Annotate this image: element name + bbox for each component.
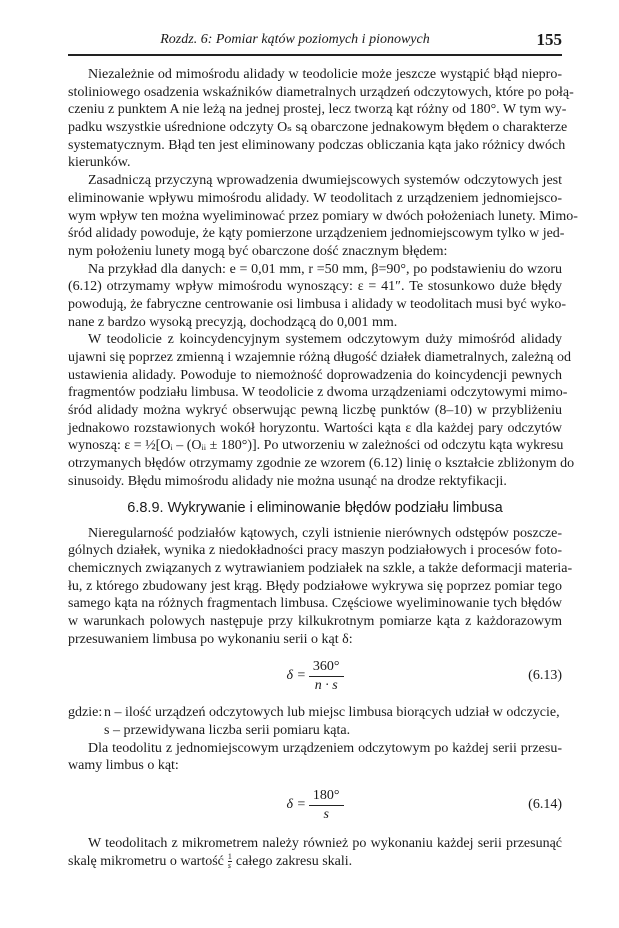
numerator: 180°: [309, 787, 344, 806]
eq-lhs: δ =: [286, 797, 306, 813]
text-line: nym położeniu lunety mogą być obarczone dość znacznym błędem:: [68, 243, 448, 259]
inline-fraction: [228, 853, 232, 870]
text-line: chemicznych związanych z wytrawianiem podziałek na szkle, a także deformacji materia-: [68, 560, 573, 576]
section-heading: 6.8.9. Wykrywanie i eliminowanie błędów podziału limbusa: [127, 499, 503, 516]
text-line: stoliniowego osadzenia wskaźników diametralnych urządzeń odczytowych, które po połą-: [68, 84, 574, 100]
paragraph-2: [68, 172, 578, 260]
header-rule: [68, 54, 562, 56]
where-label: gdzie:: [68, 705, 103, 721]
text-line: łu, z którego zbudowany jest krąg. Błędy podziałowe wykrywa się poprzez pomiar tego: [68, 578, 562, 594]
text-line: wamy limbus o kąt:: [68, 758, 179, 774]
text-line: W teodolicie z koincydencyjnym systemem odczytowym duży mimośród alidady: [88, 332, 562, 348]
text-line: sinusoidy. Błędu mimośrodu alidady nie można usunąć na drodze rektyfikacji.: [68, 473, 507, 489]
equation-6-14: [68, 775, 562, 835]
paragraph-1: [68, 66, 574, 172]
paragraph-5: [68, 525, 573, 649]
text-line: Nieregularność podziałów kątowych, czyli istnienie nierównych odstępów poszcze-: [88, 525, 562, 541]
definition-n: [68, 704, 562, 722]
text-line: (6.12) otrzymamy wpływ mimośrodu wynoszący: ε = 41″. Te stosunkowo duże błędy: [68, 279, 562, 295]
text-line: Zasadniczą przyczyną wprowadzenia dwumiejscowych systemów odczytowych jest: [88, 173, 562, 189]
page-number: 155: [536, 30, 562, 49]
definition-s: s – przewidywana liczba serii pomiaru kąta.: [104, 723, 351, 738]
equation-6-13: [68, 648, 562, 704]
text-line: Na przykład dla danych: e = 0,01 mm, r =50 mm, β=90°, po podstawieniu do wzoru: [88, 261, 562, 277]
equation-number: (6.14): [528, 797, 562, 813]
text-line: ujawni się poprzez zmienną i wzajemnie różną długość działek diametralnych, zależną od: [68, 350, 572, 365]
text-line: przesuwaniem limbusa po wykonaniu serii o kąt δ:: [68, 631, 353, 647]
definition-n-text: n – ilość urządzeń odczytowych lub miejsc limbusa biorących udział w odczycie,: [104, 705, 560, 721]
paragraph-6: [68, 740, 562, 775]
text-line: systematycznym. Błąd ten jest eliminowany podczas obliczania kąta jako różnicy dwóch: [68, 137, 566, 153]
text-line: powodują, że fabryczne centrowanie osi limbusa i alidady w teodolitach musi być wyko-: [68, 296, 567, 312]
text-line: Dla teodolitu z jednomiejscowym urządzeniem odczytowym po każdej serii przesu-: [88, 740, 562, 756]
text-line: gólnych działek, wynika z niedokładności pracy maszyn podziałowych i procesów foto-: [68, 543, 562, 559]
text-line: ustawienia alidady. Powoduje to niemożność doprowadzenia do koincydencji pewnych: [68, 367, 562, 383]
text-line: eliminowanie wpływu mimośrodu alidady. W teodolitach z urządzeniem jednomiejsco-: [68, 190, 562, 206]
text-line: samego kąta na różnych fragmentach limbusa. Częściowe wyeliminowanie tych błędów: [68, 596, 562, 612]
eq-lhs: δ =: [286, 668, 306, 684]
text-line: w warunkach polowych następuje przy kilkukrotnym pomiarze kąta z każdorazowym: [68, 613, 562, 629]
text-line: jednakowo rozstawionych wokół horyzontu. Wartości kąta ε dla każdej pary odczytów: [68, 420, 562, 436]
paragraph-7-line-1: W teodolitach z mikrometrem należy również po wykonaniu każdej serii przesunąć: [88, 836, 562, 852]
fraction: [309, 658, 344, 695]
text-line: Niezależnie od mimośrodu alidady w teodolicie może jeszcze wystąpić błąd niepro-: [88, 67, 562, 82]
text-line: nane z bardzo wysoką precyzją, dochodzącą do 0,001 mm.: [68, 314, 398, 330]
text-line: padku wszystkie uśrednione odczyty Oₛ są obarczone jednakowym błędem o charakterze: [68, 120, 568, 136]
text-line: śród alidady powoduje, że kąty pomierzone urządzeniem jednomiejscowym tylko w jed-: [68, 226, 565, 242]
numerator: 360°: [309, 658, 344, 677]
denominator: n · s: [314, 677, 338, 693]
text-line: otrzymanych błędów otrzymamy zgodnie ze wzorem (6.12) linię o kształcie zbliżonym do: [68, 456, 575, 472]
text: skalę mikrometru o wartość: [68, 853, 224, 869]
chapter-title: Rozdz. 6: Pomiar kątów poziomych i pionowych: [160, 32, 430, 47]
text-line: wym wpływ ten można wyeliminować przez pomiary w dwóch położeniach lunety. Mimo-: [68, 208, 578, 224]
text-line: wynoszą: ε = ½[Oᵢ – (Oᵢᵢ ± 180°)]. Po utworzeniu w zależności od odczytu kąta wykresu: [68, 438, 564, 454]
frac-den: s: [227, 861, 232, 871]
text-line: śród alidady można wykryć obserwując pewną liczbę punktów (8–10) w przybliżeniu: [68, 403, 562, 419]
equation-number: (6.13): [528, 668, 562, 684]
denominator: s: [323, 806, 329, 822]
page-body: [68, 66, 578, 871]
frac-num: 1: [227, 852, 232, 862]
paragraph-3: [68, 261, 567, 332]
paragraph-4: [68, 331, 575, 490]
text-line: fragmentów podziału limbusa. W teodolicie z dwoma urządzeniami odczytowymi mimo-: [68, 385, 568, 401]
text-line: kierunków.: [68, 155, 131, 171]
running-header: [68, 30, 562, 54]
text: całego zakresu skali.: [235, 853, 353, 869]
paragraph-7-line-2: [68, 853, 562, 871]
fraction: [309, 787, 344, 824]
text-line: czeniu z punktem A nie leżą na jednej prostej, lecz tworzą kąt różny od 180°. W tym wy-: [68, 102, 567, 118]
